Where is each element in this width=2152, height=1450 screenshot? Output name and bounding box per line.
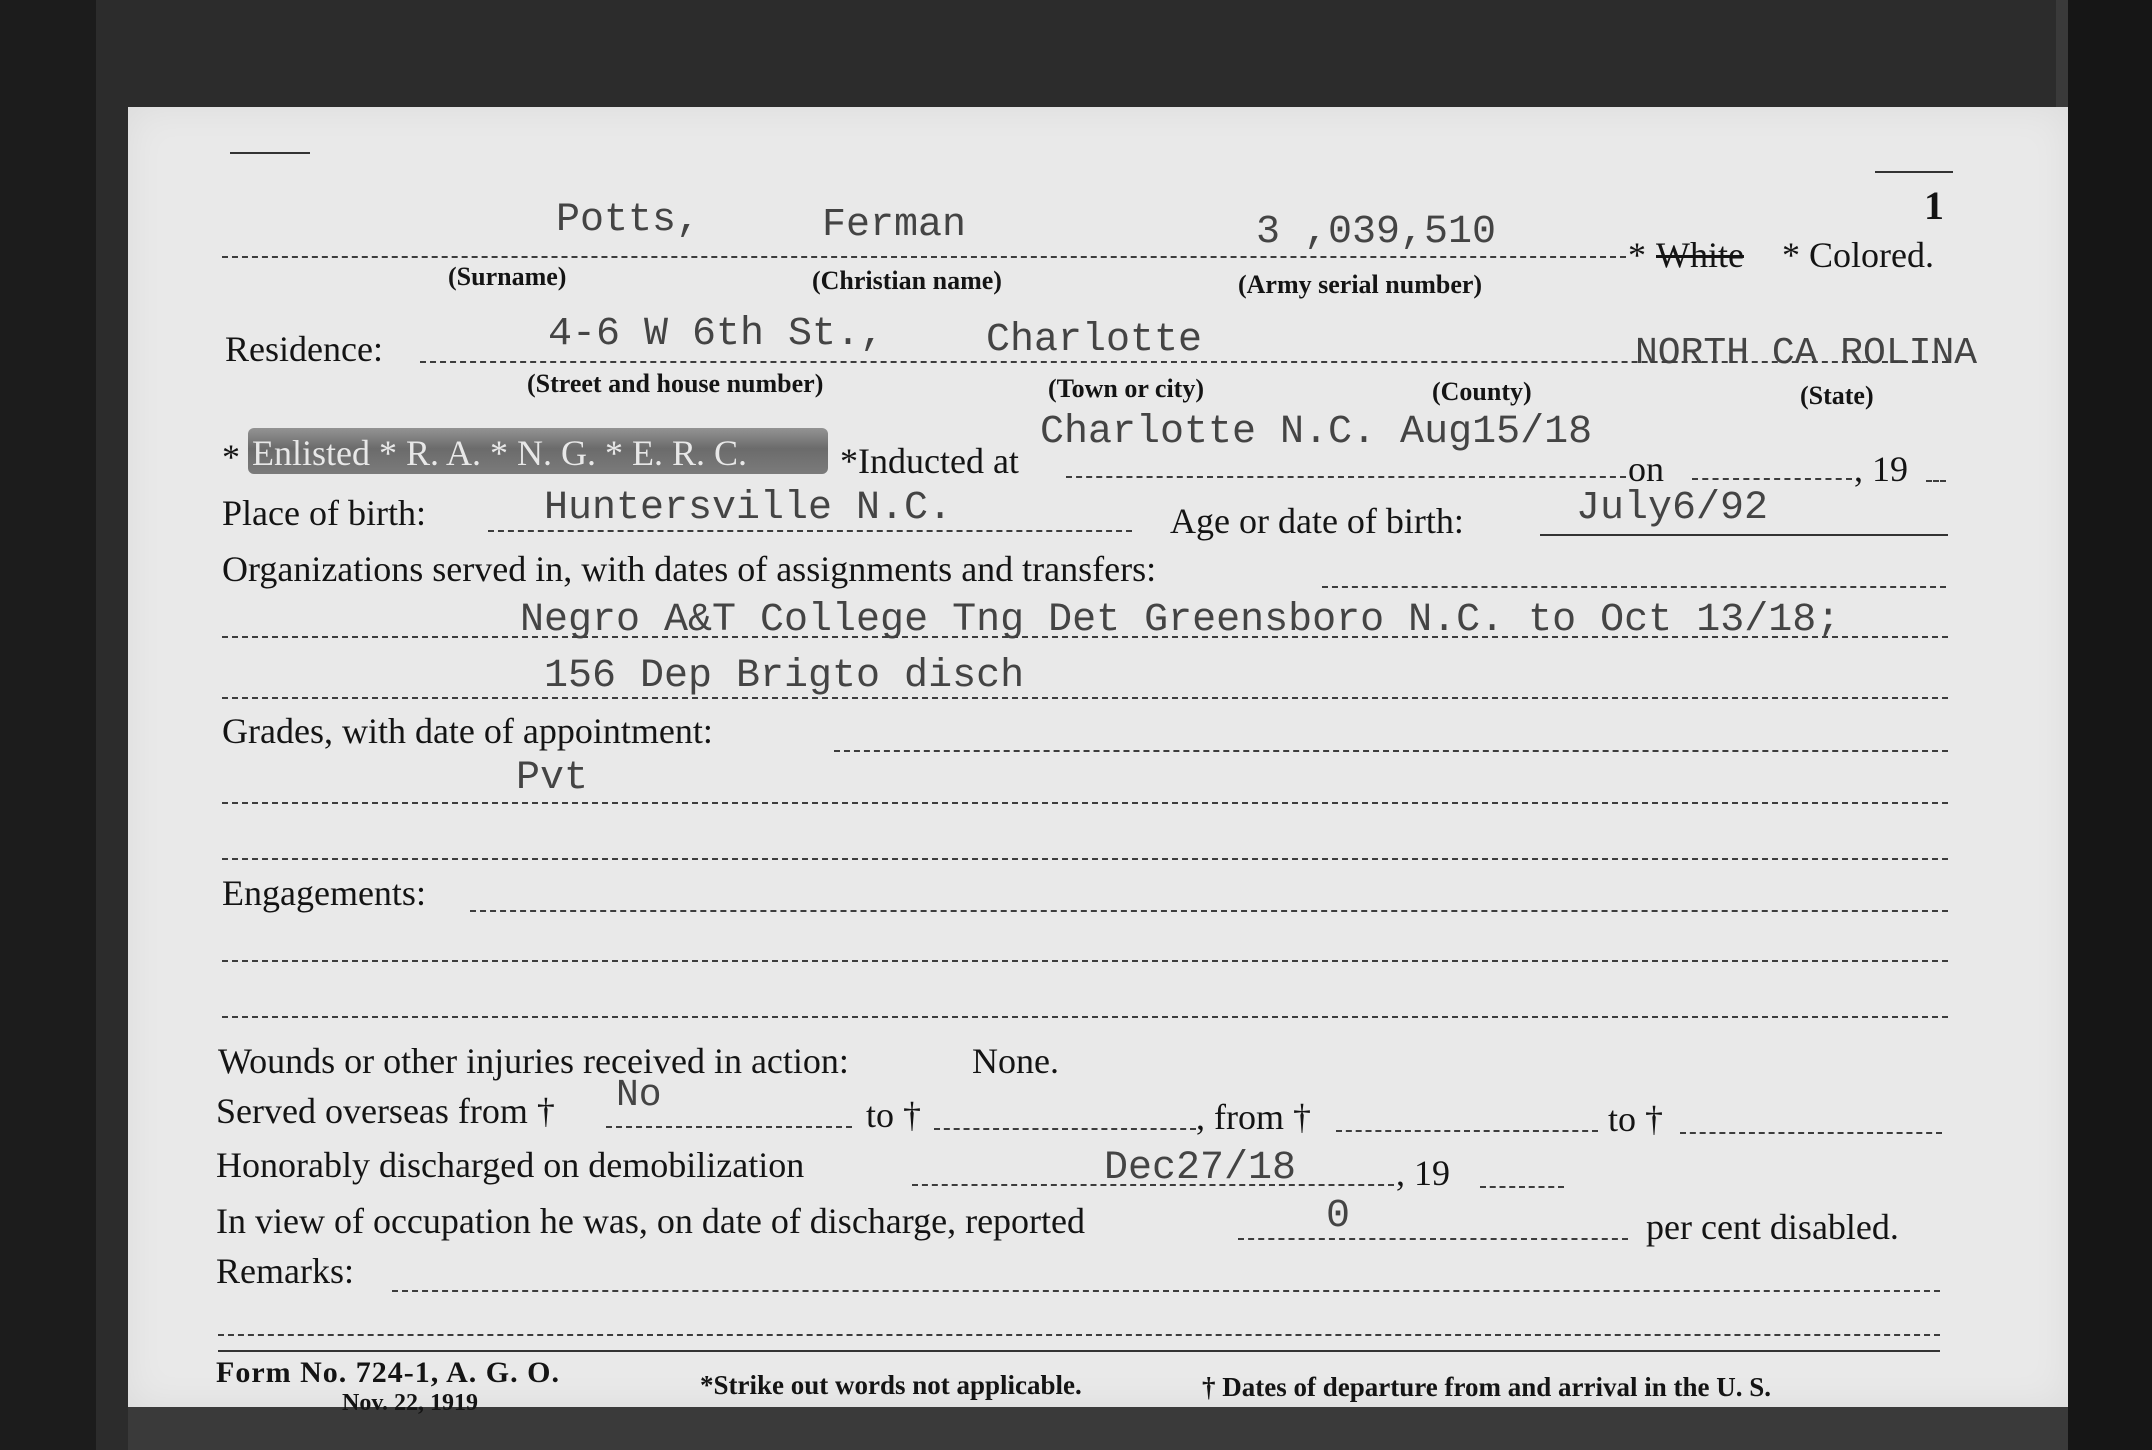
organizations-line2-value: 156 Dep Brigto disch [544,654,1025,699]
residence-line [420,361,1948,363]
disability-label: In view of occupation he was, on date of discharge, reported [216,1201,1086,1241]
discharge-date-value: Dec27/18 [1104,1146,1297,1191]
footnote-strike-out: *Strike out words not applicable. [700,1370,1082,1400]
grades-label-line [834,750,1948,752]
overseas-to1-line [934,1128,1196,1130]
overseas-from2-line [1336,1130,1598,1132]
engagements-line1 [222,960,1948,962]
inducted-year-label: , 19 [1854,449,1908,489]
inducted-place-date-value: Charlotte N.C. Aug15/18 [1040,410,1593,455]
form-number: Form No. 724-1, A. G. O. [216,1356,560,1389]
residence-street-value: 4-6 W 6th St., [548,312,885,357]
overseas-from2-label: , from † [1196,1097,1311,1137]
residence-town-value: Charlotte [986,318,1203,363]
christian-name-caption: (Christian name) [812,266,1002,295]
overseas-label: Served overseas from † [216,1091,555,1131]
race-colored: * Colored. [1782,235,1934,275]
residence-label: Residence: [225,329,383,369]
inducted-year-line [1926,480,1946,482]
date-of-birth-line [1540,534,1948,536]
grades-line1 [222,802,1948,804]
overseas-to2-line [1680,1132,1942,1134]
scan-edge-right [2068,0,2152,1450]
disability-line [1238,1238,1628,1240]
state-caption: (State) [1800,381,1874,410]
town-caption: (Town or city) [1048,374,1204,403]
discharge-year-label: , 19 [1396,1153,1450,1193]
place-of-birth-line [488,530,1132,532]
enlisted-options-struck: Enlisted * R. A. * N. G. * E. R. C. [252,433,748,473]
organizations-label-line [1322,586,1946,588]
inducted-label: *Inducted at [840,441,1019,481]
organizations-label: Organizations served in, with dates of assignments and transfers: [222,549,1157,589]
disability-suffix: per cent disabled. [1646,1207,1899,1247]
grades-value: Pvt [516,756,589,801]
remarks-line1 [218,1334,1940,1336]
grades-label: Grades, with date of appointment: [222,711,713,751]
serial-number-caption: (Army serial number) [1238,270,1483,299]
christian-name-value: Ferman [822,203,967,248]
date-of-birth-value: July6/92 [1576,486,1769,531]
form-date: Nov. 22, 1919 [342,1390,479,1416]
scan-edge-left [0,0,96,1450]
wounds-label: Wounds or other injuries received in action: [218,1041,849,1081]
organizations-line1-value: Negro A&T College Tng Det Greensboro N.C. to Oct 13/18; [520,598,1841,643]
top-right-rule [1875,171,1953,173]
surname-caption: (Surname) [448,262,567,291]
organizations-line1 [222,636,1948,638]
inducted-line [1066,476,1626,478]
inducted-on-line [1692,478,1852,480]
remarks-label-line [392,1290,1940,1292]
age-label: Age or date of birth: [1170,501,1464,541]
discharge-label: Honorably discharged on demobilization [216,1145,805,1185]
street-caption: (Street and house number) [527,369,824,398]
overseas-to1-label: to † [866,1095,922,1135]
name-line [222,256,1626,258]
overseas-to2-label: to † [1608,1099,1664,1139]
engagements-label: Engagements: [222,873,426,913]
residence-state-value: NORTH CA ROLINA [1635,332,1978,375]
engagements-line2 [222,1016,1948,1018]
footnote-dates: † Dates of departure from and arrival in the U. S. [1202,1372,1771,1402]
discharge-line [912,1184,1394,1186]
race-white-struck: White [1656,235,1744,275]
engagements-label-line [470,910,1948,912]
overseas-value: No [616,1074,662,1117]
disability-value: 0 [1326,1194,1351,1239]
county-caption: (County) [1432,377,1532,406]
overseas-from-line [606,1126,852,1128]
race-mark: * [1628,235,1646,275]
surname-value: Potts, [556,198,701,243]
place-of-birth-label: Place of birth: [222,493,426,533]
place-of-birth-value: Huntersville N.C. [544,486,953,531]
discharge-year-line [1480,1186,1564,1188]
remarks-label: Remarks: [216,1251,354,1291]
footer-rule [218,1350,1940,1352]
top-left-rule [230,152,310,154]
grades-line2 [222,858,1948,860]
inducted-on-label: on [1628,449,1664,489]
card-number: 1 [1924,183,1944,228]
serial-number-value: 3 ,039,510 [1256,210,1497,255]
organizations-line2 [222,697,1948,699]
wounds-value: None. [972,1041,1059,1081]
induction-mark: * [222,437,240,477]
